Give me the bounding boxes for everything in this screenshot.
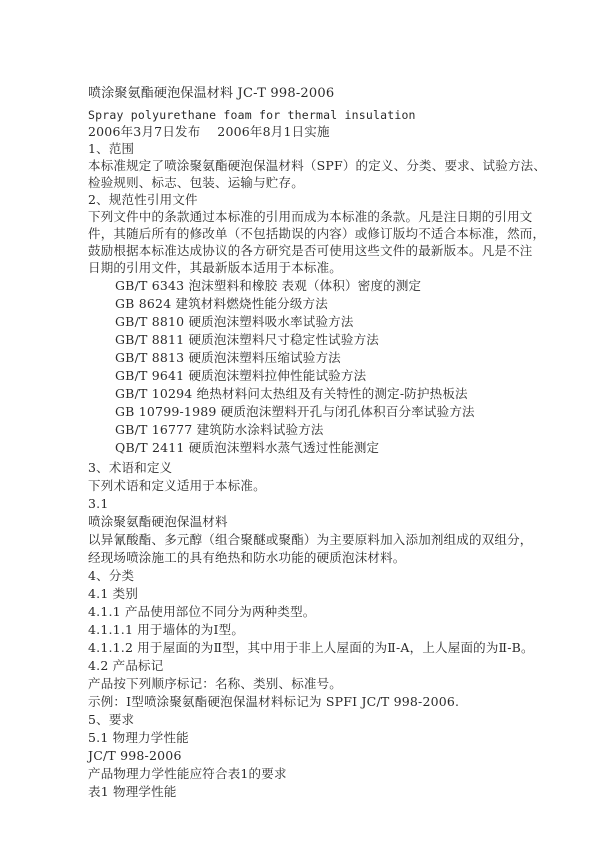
reference-item: QB/T 2411 硬质泡沫塑料水蒸气透过性能测定 [115, 440, 380, 455]
section-4-2-heading: 4.2 产品标记 [88, 658, 164, 673]
section-3-1-number: 3.1 [88, 496, 109, 511]
section-2-body-line: 下列文件中的条款通过本标准的引用而成为本标准的条款。凡是注日期的引用文 [88, 209, 533, 224]
section-1-body-line: 检验规则、标志、包装、运输与贮存。 [88, 175, 304, 190]
section-1-body-line: 本标准规定了喷涂聚氨酯硬泡保温材料（SPF）的定义、分类、要求、试验方法、 [88, 158, 547, 173]
section-5-1-heading: 5.1 物理力学性能 [88, 730, 189, 745]
section-5-body: 产品物理力学性能应符合表1的要求 [88, 766, 287, 781]
reference-item: GB/T 8810 硬质泡沫塑料吸水率试验方法 [115, 314, 354, 329]
section-4-heading: 4、分类 [88, 568, 135, 583]
reference-item: GB 10799-1989 硬质泡沫塑料开孔与闭孔体积百分率试验方法 [115, 404, 475, 419]
reference-item: GB 8624 建筑材料燃烧性能分级方法 [115, 296, 328, 311]
section-2-body-line: 件，其随后所有的修改单（不包括勘误的内容）或修订版均不适合本标准，然而， [88, 226, 546, 241]
section-2-body-line: 日期的引用文件，其最新版本适用于本标准。 [88, 260, 343, 275]
section-3-heading: 3、术语和定义 [88, 460, 173, 475]
reference-item: GB/T 8811 硬质泡沫塑料尺寸稳定性试验方法 [115, 332, 379, 347]
table-caption: 表1 物理学性能 [88, 784, 177, 799]
section-4-1-heading: 4.1 类别 [88, 586, 139, 601]
english-title: Spray polyurethane foam for thermal insulation [88, 108, 416, 122]
section-1-heading: 1、范围 [88, 141, 135, 156]
section-3-1-definition-line: 以异氰酸酯、多元醇（组合聚醚或聚酯）为主要原料加入添加剂组成的双组分， [88, 532, 533, 547]
section-4-2-example: 示例：Ⅰ型喷涂聚氨酯硬泡保温材料标记为 SPFⅠ JC/T 998-2006. [88, 694, 460, 709]
standard-number: JC/T 998-2006 [88, 748, 182, 763]
section-5-heading: 5、要求 [88, 712, 135, 727]
reference-item: GB/T 9641 硬质泡沫塑料拉伸性能试验方法 [115, 368, 367, 383]
section-4-2-body: 产品按下列顺序标记：名称、类别、标准号。 [88, 676, 343, 691]
section-2-heading: 2、规范性引用文件 [88, 192, 198, 207]
section-4-1-1-1: 4.1.1.1 用于墙体的为Ⅰ型。 [88, 622, 245, 637]
reference-item: GB/T 10294 绝热材料问太热组及有关特性的测定-防护热板法 [115, 386, 468, 401]
section-3-1-term: 喷涂聚氨酯硬泡保温材料 [88, 514, 228, 529]
section-3-intro: 下列术语和定义适用于本标准。 [88, 478, 266, 493]
reference-item: GB/T 8813 硬质泡沫塑料压缩试验方法 [115, 350, 341, 365]
section-4-1-1-2: 4.1.1.2 用于屋面的为Ⅱ型，其中用于非上人屋面的为Ⅱ-A，上人屋面的为Ⅱ-B。 [88, 640, 534, 655]
reference-item: GB/T 6343 泡沫塑料和橡胶 表观（体积）密度的测定 [115, 278, 422, 293]
publish-dates: 2006年3月7日发布 2006年8月1日实施 [88, 124, 330, 139]
document-title: 喷涂聚氨酯硬泡保温材料 JC-T 998-2006 [88, 86, 335, 101]
section-2-body-line: 鼓励根据本标准达成协议的各方研究是否可使用这些文件的最新版本。凡是不注 [88, 243, 533, 258]
reference-item: GB/T 16777 建筑防水涂料试验方法 [115, 422, 324, 437]
section-3-1-definition-line: 经现场喷涂施工的具有绝热和防水功能的硬质泡沫材料。 [88, 550, 406, 565]
section-4-1-1: 4.1.1 产品使用部位不同分为两种类型。 [88, 604, 316, 619]
